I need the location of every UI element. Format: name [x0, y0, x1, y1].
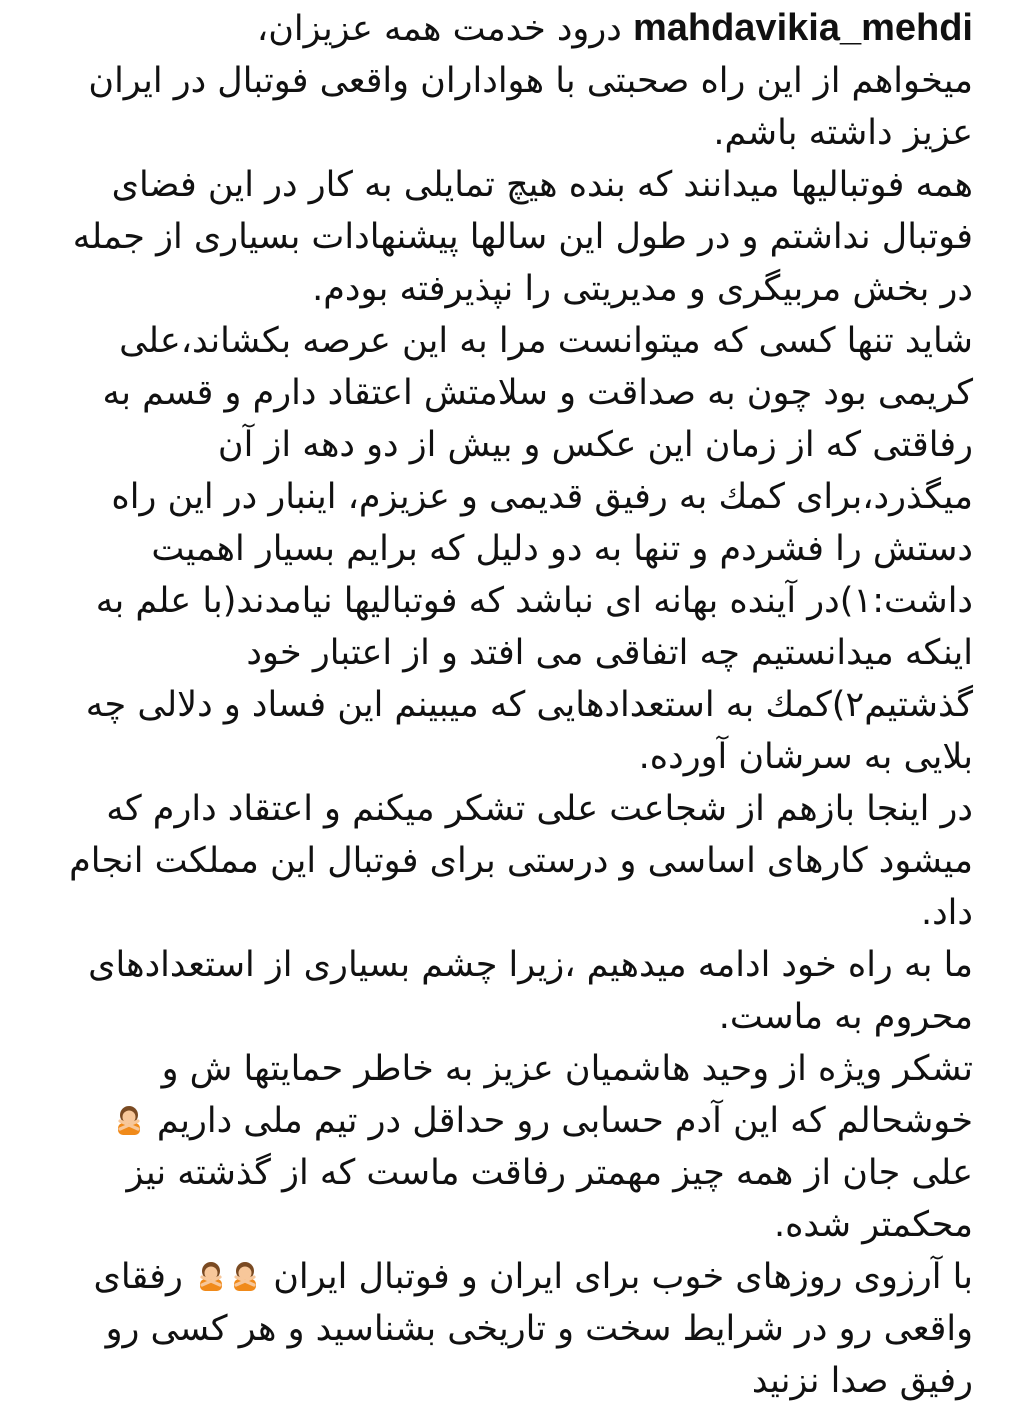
username[interactable]: mahdavikia_mehdi: [632, 7, 973, 49]
instagram-caption: [34, 2, 973, 1407]
closing-wish: با آرزوی روزهای خوب برای ایران و فوتبال ایران: [273, 1257, 973, 1297]
person-gesturing-no-icon: [229, 1260, 261, 1292]
paragraph-background: همه فوتبالیها میدانند که بنده هیچ تمایلی به کار در این فضای فوتبال نداشتم و در طول این سالها پیشنهادات بسیاری از جمله در بخش مربیگری و مدیریتی را نپذیرفته بودم.: [72, 165, 973, 309]
person-gesturing-no-icon: [195, 1260, 227, 1292]
greeting-text: درود خدمت همه عزیزان،: [256, 9, 622, 49]
thanks-text: تشکر ویژه از وحید هاشمیان عزیز به خاطر حمایتها ش و خوشحالم که این آدم حسابی رو حداقل در تیم ملی داریم: [156, 1049, 973, 1141]
paragraph-reasons: شاید تنها کسی که میتوانست مرا به این عرصه بکشاند،علی کریمی بود چون به صداقت و سلامتش اعتقاد دارم و قسم به رفاقتی که از زمان این عکس و بیش از دو دهه از آن میگذرد،برای کمك به رفیق قدیمی و عزیزم، اینبار در این راه دستش را فشردم و تنها به دو دلیل که برایم بسیار اهمیت داشت:۱)در آینده بهانه ای نباشد که فوتبالیها نیامدند(با علم به اینکه میدانستیم چه اتفاقی می افتد و از اعتبار خود گذشتیم۲)کمك به استعدادهایی که میبینم این فساد و دلالی چه بلایی به سرشان آورده.: [85, 321, 973, 777]
paragraph-closing: [34, 1251, 973, 1407]
paragraph-gratitude: در اینجا بازهم از شجاعت علی تشکر میکنم و اعتقاد دارم که میشود کارهای اساسی و درستی برای فوتبال این مملکت انجام داد.: [69, 789, 973, 933]
person-gesturing-no-icon: [113, 1104, 145, 1136]
paragraph-intro: میخواهم از این راه صحبتی با هواداران واقعی فوتبال در ایران عزیز داشته باشم.: [88, 61, 973, 153]
paragraph-friendship: علی جان از همه چیز مهمتر رفاقت ماست که از گذشته نیز محکمتر شده.: [126, 1153, 973, 1245]
caption-header: [34, 2, 973, 55]
paragraph-thanks: [34, 1043, 973, 1147]
paragraph-continue: ما به راه خود ادامه میدهیم ،زیرا چشم بسیاری از استعدادهای محروم به ماست.: [88, 945, 973, 1037]
closing-advice: رفقای واقعی رو در شرایط سخت و تاریخی بشناسید و هر کسی رو رفیق صدا نزنید: [93, 1257, 973, 1401]
